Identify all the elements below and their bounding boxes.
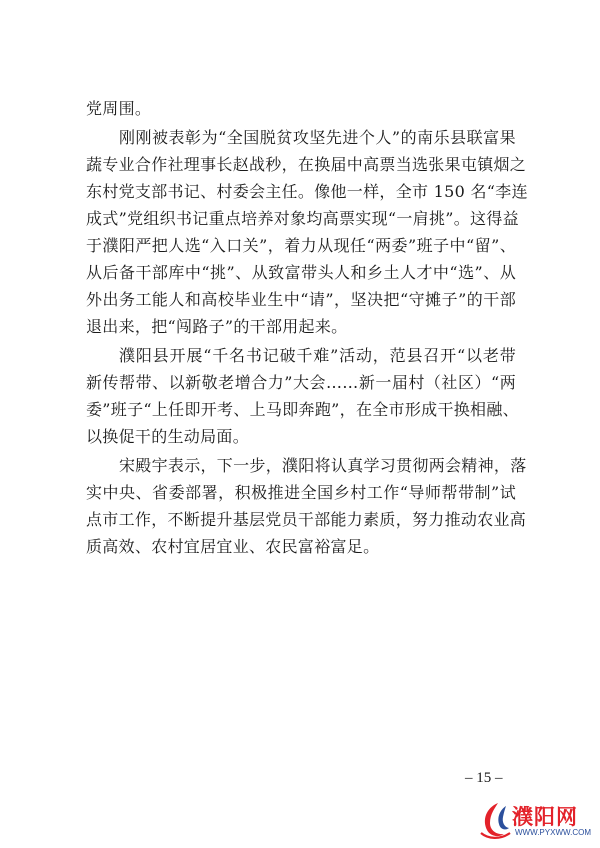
text-line: 以换促干的生动局面。 (86, 427, 250, 446)
text-line: 成式”党组织书记重点培养对象均高票实现“一肩挑”。这得益 (86, 209, 519, 228)
paragraph-3 (86, 342, 519, 450)
text-line: 退出来，把“闯路子”的干部用起来。 (86, 317, 348, 336)
swoosh-logo-icon (478, 800, 512, 840)
text-line: 委”班子“上任即开考、上马即奔跑”，在全市形成干换相融、 (86, 400, 519, 419)
page-number: – 15 – (465, 770, 503, 786)
paragraph-4 (86, 452, 527, 560)
watermark-url: WWW.PYXWW.COM (515, 828, 591, 837)
text-line: 濮阳县开展“千名书记破千难”活动，范县召开“以老带 (119, 346, 516, 365)
watermark-site-name: 濮阳网 (512, 805, 578, 829)
text-line: 于濮阳严把人选“入口关”，着力从现任“两委”班子中“留”、 (86, 236, 516, 255)
site-watermark (478, 800, 594, 844)
text-line: 刚刚被表彰为“全国脱贫攻坚先进个人”的南乐县联富果 (119, 128, 516, 147)
text-line: 从后备干部库中“挑”、从致富带头人和乡土人才中“选”、从 (86, 263, 516, 282)
text-line: 外出务工能人和高校毕业生中“请”，坚决把“守摊子”的干部 (86, 290, 516, 309)
text-line: 宋殿宇表示，下一步，濮阳将认真学习贯彻两会精神，落 (119, 456, 527, 475)
text-line: 党周围。 (86, 99, 152, 118)
text-line: 东村党支部书记、村委会主任。像他一样，全市 150 名“李连 (86, 182, 528, 201)
document-body (86, 95, 528, 560)
text-line: 点市工作，不断提升基层党员干部能力素质，努力推动农业高 (86, 510, 527, 529)
text-line: 质高效、农村宜居宜业、农民富裕富足。 (86, 537, 380, 556)
paragraph-2 (86, 124, 528, 340)
paragraph-1 (86, 95, 516, 122)
text-line: 新传帮带、以新敬老增合力”大会……新一届村（社区）“两 (86, 373, 516, 392)
text-line: 实中央、省委部署，积极推进全国乡村工作“导师帮带制”试 (86, 483, 516, 502)
text-line: 蔬专业合作社理事长赵战秒，在换届中高票当选张果屯镇烟之 (86, 155, 527, 174)
